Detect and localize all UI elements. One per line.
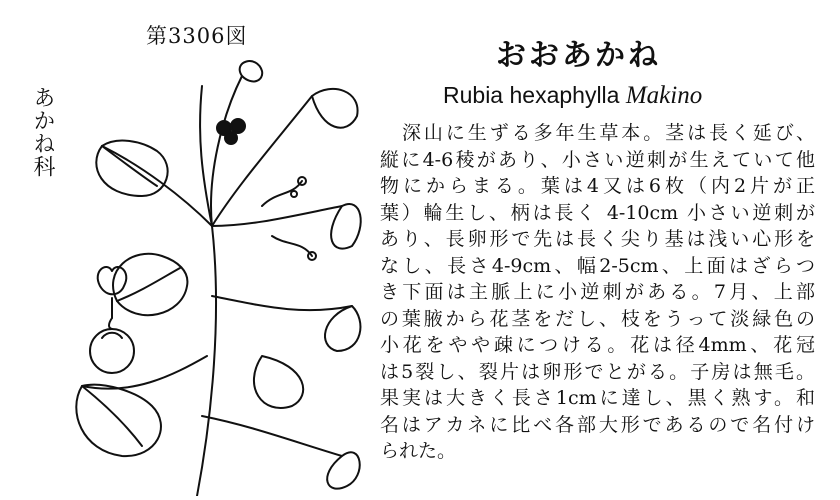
description-line: は5裂し、裂片は卵形でとがる。子房は無毛。 xyxy=(380,360,815,383)
description-line: 縦に4-6稜があり、小さい逆刺が生えていて他 xyxy=(380,148,815,171)
description-line: 小花をやや疎につける。花は径4mm、花冠 xyxy=(380,334,815,356)
scientific-name xyxy=(443,82,702,110)
description-line: あり、長卵形で先は長く尖り基は浅い心形を xyxy=(380,228,815,250)
description-line: なし、長さ4-9cm、幅2-5cm、上面はざらつ xyxy=(380,254,815,277)
family-label: あかね科 xyxy=(30,86,55,178)
description-line: 深山に生ずる多年生草本。茎は長く延び、 xyxy=(402,122,815,144)
author-name: Makino xyxy=(625,82,703,109)
description-line: 葉）輪生し、柄は長く 4-10cm 小さい逆刺が xyxy=(380,201,815,224)
scientific-binomial: Rubia hexaphylla xyxy=(443,82,620,108)
plant-illustration xyxy=(62,56,367,496)
description-line: の葉腋から花茎をだし、枝をうって淡緑色の xyxy=(380,307,815,330)
figure-number: 第3306図 xyxy=(146,24,248,48)
description-line: 名はアカネに比べ各部大形であるので名付け xyxy=(380,413,815,436)
description xyxy=(380,120,815,465)
description-line: 物にからまる。葉は4又は6枚（内2片が正 xyxy=(380,175,815,197)
description-line: き下面は主脈上に小逆刺がある。7月、上部 xyxy=(380,281,815,303)
japanese-name: おおあかね xyxy=(496,38,661,73)
description-line: られた。 xyxy=(380,440,457,462)
description-line: 果実は大きく長さ1cmに達し、黒く熟す。和 xyxy=(380,387,815,409)
